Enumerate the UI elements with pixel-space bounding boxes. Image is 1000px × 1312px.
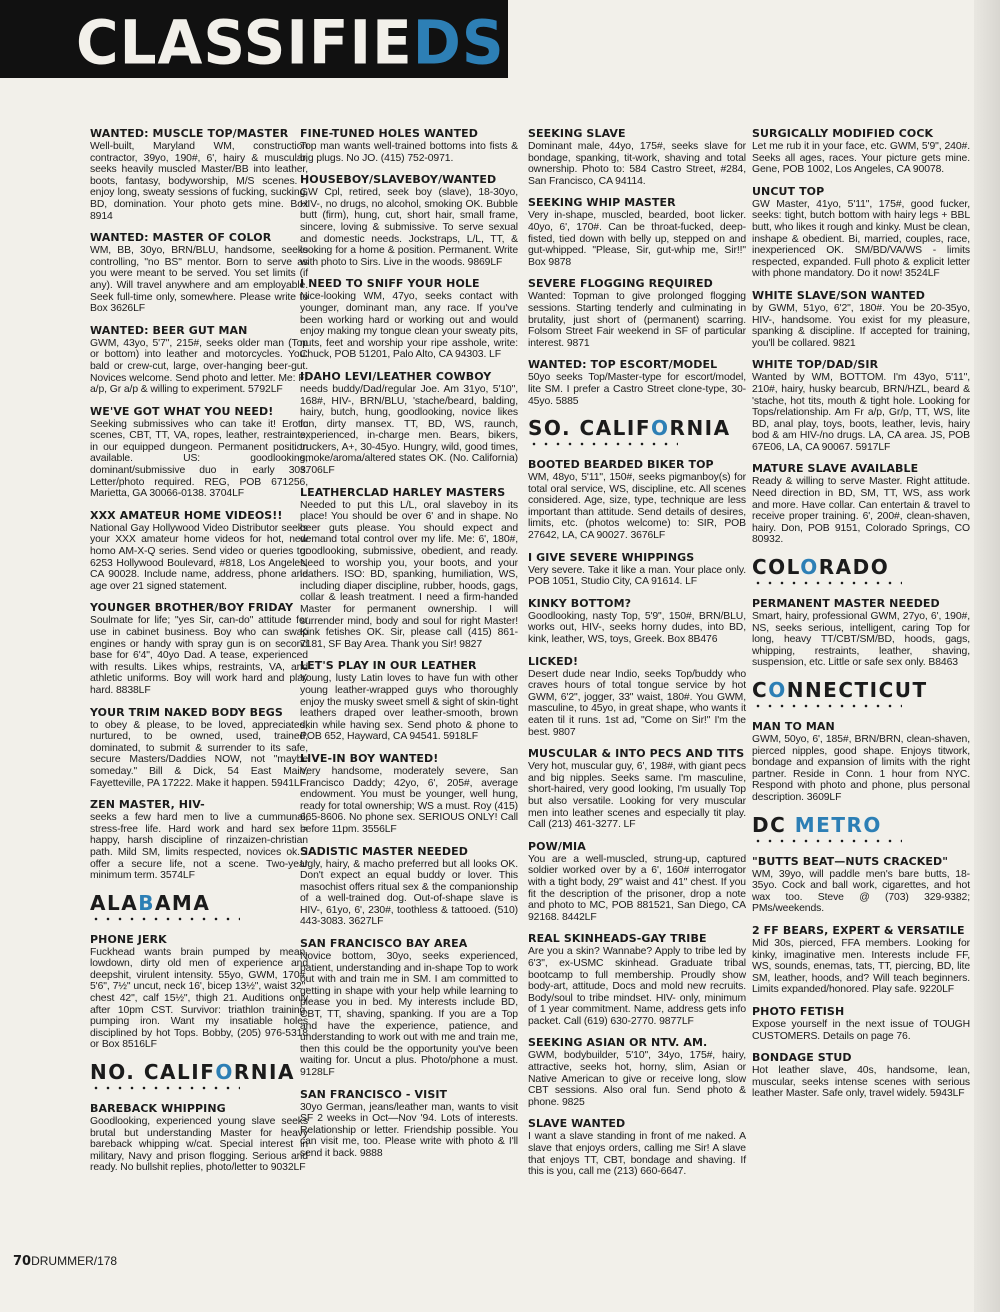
ad-body: Fuckhead wants brain pumped by mean, lowdown, dirty old men of experience and deepshit, virulent intensity. 55yo, GWM, 170#, 5'6", 7½" uncut, neck 16', bicep 13½", waist 32", chest 42", calf 15½", thigh 21. Auditions only after 10pm CST. Survivor: triathlon training, pumping iron. Want my insatiable holes disciplined by hot Tops. Bobby, (205) 976-5318 or Box 8516LF [90,946,308,1051]
ad-headline: LICKED! [528,654,579,668]
classified-ad [528,932,746,1027]
region-title-hl: B [138,890,155,915]
region-title-pre: C [752,678,769,702]
classified-ad [752,127,970,176]
region-dotted-rule [752,581,902,585]
classified-ad [300,937,518,1079]
classified-column-4 [752,127,970,1109]
ad-body: WM, BB, 30yo, BRN/BLU, handsome, seeks controlling, "no BS" mentor. Born to serve as you were meant to be served. You set limits (if any). Will travel anywhere and am employable. Seek full-time only, somewhere. Please write to Box 3626LF [90,245,308,315]
ad-headline: YOUNGER BROTHER/BOY FRIDAY [90,601,294,615]
ad-headline: KINKY BOTTOM? [528,596,632,610]
classified-ad [752,185,970,280]
classified-ad [300,277,518,361]
classified-ad [752,597,970,669]
classified-ad [752,1051,970,1100]
ad-headline: SEVERE FLOGGING REQUIRED [528,277,713,291]
classified-ad [528,196,746,268]
ad-headline: REAL SKINHEADS-GAY TRIBE [528,932,707,946]
ad-headline: WANTED: BEER GUT MAN [90,323,248,337]
ad-body: National Gay Hollywood Video Distributor seeks your XXX amateur home videos for hot, new homo AM-X-Q series. Send video or queries to: 6253 Hollywood Boulevard, #818, Los Angeles, CA 90028. Include name, address, phone and age over 21 signed statement. [90,522,308,592]
classified-ad [528,597,746,646]
ad-headline: 2 FF BEARS, EXPERT & VERSATILE [752,923,965,937]
ad-headline: WHITE TOP/DAD/SIR [752,358,879,372]
ad-body: Nice-looking WM, 47yo, seeks contact with younger, dominant man, any race. If you've been working hard or working out and would enjoy making my tongue clean your sweaty pits, nuts, feet and worship your ripe asshole, write: Chuck, POB 51201, Palo Alto, CA 94303. LF [300,291,518,361]
ad-body: GW Master, 41yo, 5'11", 175#, good fucker, seeks: tight, butch bottom with hairy legs + BBL butt, who likes it rough and kinky. Must be clean, inshape & obedient. Bi, married, couples, race, inexperienced OK. SM/BD/VA/WS - limits respected, expanded. Full photo & explicit letter with phone mandatory. Do it now! 3524LF [752,198,970,280]
ad-body: GW Cpl, retired, seek boy (slave), 18-30yo, HIV-, no drugs, no alcohol, smoking OK. Bubble butt (firm), hung, cut, short hair, small frame, sincere, loving & submissive. To serve sexual and domestic needs. Jockstraps, L/L, TT, & looking for a home & position. Permanent. Write with photo to Sirs. Live in the woods. 9869LF [300,187,518,268]
region-title-post: AMA [154,890,211,915]
ad-body: GWM, 43yo, 5'7", 215#, seeks older man (Top or bottom) into leather and motorcycles. You: bald or crew-cut, large, over-hanging beer-gut. Novices welcome. Send photo and letter. Me: Fr a/p, Gr a/p & willing to experiment. 5792LF [90,337,308,396]
ad-body: Wanted: Topman to give prolonged flogging sessions. Starting tenderly and culminating in brutality, just short of (permanent) scarring. Folsom Street Fair weekend in SF of particular interest. 9871 [528,291,746,349]
classified-ad [752,924,970,996]
ad-body: Ready & willing to serve Master. Right attitude. Need direction in BD, SM, TT, WS, ass work and more. Have collar. Can entertain & travel to receive proper training. 6', 200#, clean-shaven, hairy. Don, POB 9151, Colorado Springs, CO 80932. [752,476,970,546]
region-title-hl: O [768,678,787,702]
ad-headline: BONDAGE STUD [752,1051,852,1065]
region-title-pre: ALA [90,890,139,915]
classified-column-2 [300,127,518,1169]
ad-body: Very handsome, moderately severe, San Francisco Daddy; 42yo, 6', 205#, average endowment. You must be younger, well hung, ready for total ownership; WS a must. Roy (415) 665-8606. No phone sex. SERIOUS ONLY! Call before 11pm. 3556LF [300,765,518,835]
page-edge-shadow [974,0,1000,1312]
ad-headline: MAN TO MAN [752,720,835,733]
classified-column-1 [90,127,308,1183]
classified-ad [528,358,746,407]
region-title-pre: DC [752,812,795,837]
region-title-pre: SO. CALIF [528,416,652,441]
ad-headline: WANTED: TOP ESCORT/MODEL [528,358,718,372]
classified-ad [90,231,308,315]
classified-column-3 [528,127,746,1187]
region-title [752,556,970,578]
masthead-title [76,6,505,79]
publication-issue: DRUMMER/178 [31,1254,118,1268]
classified-ad [300,752,518,836]
ad-body: Ugly, hairy, & macho preferred but all looks OK. Don't expect an equal buddy or lover. This masochist offers ritual sex & the companionship of a well-trained dog. Out-of-shape slave is HIV-, 61yo, 6', 230#, toothless & tattooed. (510) 443-3083. 3627LF [300,858,518,928]
ad-headline: UNCUT TOP [752,184,825,198]
classified-ad [300,845,518,929]
classified-ad [90,509,308,593]
ad-body: Seeking submissives who can take it! Erotic scenes, CBT, TT, VA, ropes, leather, restraints, in our equipped dungeon. Permanent position available. US: goodlooking, dominant/submissive duo in early 30s. Letter/photo required. REG, POB 671256, Marietta, GA 30066-0138. 3704LF [90,418,308,500]
classified-ad [90,933,308,1051]
classified-ad [528,840,746,924]
classified-ad [90,1102,308,1174]
ad-body: WM, 39yo, will paddle men's bare butts, 18-35yo. Cock and ball work, cigarettes, and hot wax too. Steve @ (703) 329-9382; PMs/weekends. [752,868,970,915]
classified-ad [752,1005,970,1042]
ad-body: seeks a few hard men to live a cummunal, stress-free life. Hard work and hard sex = happy, harsh discipline of rinzaizen-christian path. Mild SM, limits respected, novices ok. I offer a secure life, not a scene. Two-year minimum term. 3574LF [90,812,308,882]
ad-body: Very hot, muscular guy, 6', 198#, with giant pecs and big nipples. Seeks same. I'm masculine, short-haired, very good looking, I'm usually Top but also versatile. Looking for very muscular men into leather scenes and especially tit play. Call (213) 461-3277. LF [528,761,746,831]
ad-headline: FINE-TUNED HOLES WANTED [300,127,479,140]
classified-ad [528,277,746,349]
region-title-hl: O [215,1060,234,1085]
ad-headline: SURGICALLY MODIFIED COCK [752,127,934,140]
ad-headline: PERMANENT MASTER NEEDED [752,597,940,611]
ad-body: Hot leather slave, 40s, handsome, lean, muscular, seeks intense scenes with serious leather Master. Safe only, travel widely. 5943LF [752,1065,970,1100]
classified-ad [752,462,970,546]
region-dotted-rule [752,839,902,843]
ad-headline: "BUTTS BEAT—NUTS CRACKED" [752,854,949,868]
ad-body: Wanted by WM, BOTTOM. I'm 43yo, 5'11", 210#, hairy, husky bearcub, BRN/HZL, beard & 'stache, hot tits, mouth & tight hole. Looking for Tops/relationship. Am Fr a/p, Gr/p, TT, WS, lite BD, anal play, toys, boots, leather, levis, hairy bod & am HIV-/no drugs. LA, CA area. JS, POB 67E06, LA, CA 90067. 5917LF [752,372,970,453]
region-heading [528,417,746,446]
page-number: 70 [13,1254,32,1269]
ad-body: Needed to put this L/L, oral slaveboy in its place! You should be over 6' and in shape. No beer guts please. You should expect and demand total control over my life. Me: 6', 180#, goodlooking, submissive, obedient, and ready. Need to worship you, your boots, and your leathers. ISO: BD, spanking, humiliation, WS, including diaper discipline, rubber, hoods, gags, collar & leash treatment. I need a firm-handed Master for permanent ownership. I will surrender mind, body and soul for right Master! Kink fetishes OK. Sir, please call (415) 861-7181, SF Bay Area. Thank you Sir! 9827 [300,499,518,650]
ad-body: Very severe. Take it like a man. Your place only. POB 1051, Studio City, CA 91614. LF [528,564,746,588]
classified-ad [752,289,970,349]
classified-ad [752,358,970,453]
ad-headline: PHOTO FETISH [752,1004,845,1018]
ad-headline: YOUR TRIM NAKED BODY BEGS [90,705,283,719]
ad-headline: MUSCULAR & INTO PECS AND TITS [528,747,745,761]
ad-headline: MATURE SLAVE AVAILABLE [752,462,919,476]
classified-ad [90,405,308,500]
ad-body: Goodlooking, experienced young slave seeks brutal but understanding Master for heavy bareback whipping w/cat. Special interest in military, Navy and prison flogging. Serious and ready. No bullshit replies, photo/letter to 9032LF [90,1116,308,1174]
region-title-hl: METRO [794,812,882,837]
ad-headline: SADISTIC MASTER NEEDED [300,844,468,858]
ad-headline: LIVE-IN BOY WANTED! [300,751,439,765]
region-title-post: RADO [818,555,890,580]
ad-headline: BOOTED BEARDED BIKER TOP [528,458,714,472]
ad-body: Let me rub it in your face, etc. GWM, 5'9", 240#. Seeks all ages, races. Your picture gets mine. Gene, POB 1002, Los Angeles, CA 90078. [752,141,970,176]
region-heading [752,814,970,843]
ad-headline: BAREBACK WHIPPING [90,1102,226,1116]
ad-headline: WE'VE GOT WHAT YOU NEED! [90,404,274,418]
ad-body: Well-built, Maryland WM, construction contractor, 39yo, 190#, 6', hairy & muscular, seeks heavily muscled Master/BB into leather, boots, fantasy, bodyworship, M/S scenes. I enjoy long, sweaty sessions of fucking, sucking, BD, domination. Your photo gets mine. Box 8914 [90,141,308,222]
ad-headline: SAN FRANCISCO BAY AREA [300,937,468,951]
ad-headline: SLAVE WANTED [528,1117,626,1131]
ad-headline: WHITE SLAVE/SON WANTED [752,288,926,302]
ad-body: Goodlooking, nasty Top, 5'9", 150#, BRN/BLU, works out, HIV-, seeks horny dudes, into BD, kink, leather, WS, toys, Greek. Box 8B476 [528,610,746,646]
ad-headline: XXX AMATEUR HOME VIDEOS!! [90,508,283,522]
masthead-banner [0,0,508,78]
region-title-post: NNECTICUT [786,678,928,702]
ad-headline: I NEED TO SNIFF YOUR HOLE [300,277,480,291]
classified-ad [90,324,308,396]
classified-ad [528,1117,746,1177]
ad-body: WM, 48yo, 5'11", 150#, seeks pigmanboy(s) for total oral service, WS, discipline, etc. All scenes considered. Age, size, type, technique are less important than attitude. Send details of desires, limits, etc. (photos welcome) to: SIR, POB 27642, LA, CA 90027. 3676LF [528,472,746,542]
ad-body: Soulmate for life; "yes Sir, can-do" attitude for use in cabinet business. Boy who can swap engines or handy with spray gun is on second base for 6'4", 40yo Dad. A tease, experienced with results. Likes whips, restraints, VA, and athletic uniforms. Boy will work hard and play hard. 8838LF [90,615,308,696]
classified-ad [300,659,518,743]
region-title [90,892,308,914]
region-heading [752,556,970,585]
ad-body: Novice bottom, 30yo, seeks experienced, patient, understanding and in-shape Top to work out with and train me in SM. I am committed to getting in shape with your help while learning to please you in bed. My interests include BD, CBT, TT, shaving, spanking. If you are a Top and have the experience, patience, and understanding to work out with me and train me, then this could be the opportunity you've been waiting for. Uncut a plus. Photo/phone a must. 9128LF [300,951,518,1078]
classified-ad [752,855,970,915]
region-title [752,679,970,701]
classified-ad [300,1088,518,1160]
classified-ad [300,127,518,164]
region-title-pre: COL [752,555,801,580]
ad-body: Smart, hairy, professional GWM, 27yo, 6', 190#, NS, seeks serious, intelligent, caring Top for long, heavy TT/CBT/SM/BD, hoods, gags, whipping, restraints, leather, shaving, suspension, etc. Little or safe sex only. B8463 [752,611,970,669]
ad-headline: WANTED: MUSCLE TOP/MASTER [90,127,289,140]
ad-body: 50yo seeks Top/Master-type for escort/model, lite SM. I prefer a Castro Street clone-type, 30-45yo. 5885 [528,372,746,407]
classified-ad [528,458,746,542]
ad-headline: SAN FRANCISCO - VISIT [300,1087,448,1101]
ad-body: needs buddy/Dad/regular Joe. Am 31yo, 5'10", 168#, HIV-, BRN/BLU, 'stache/beard, balding, hairy, butch, hung, goodlooking, novice likes fun, dirty mansex. TT, BD, WS, raunch, experienced, in-charge men. Bears, bikers, truckers, A+, 30-45yo. Hungry, wild, good times, smoke/aroma/altered states OK. (No. California) 3706LF [300,383,518,477]
region-title-post: RNIA [669,416,731,441]
classified-ad [90,706,308,790]
ad-headline: LET'S PLAY IN OUR LEATHER [300,659,477,673]
classified-ad [90,127,308,222]
region-dotted-rule [90,917,240,921]
region-heading [90,892,308,921]
ad-headline: PHONE JERK [90,932,167,946]
ad-headline: I GIVE SEVERE WHIPPINGS [528,550,695,564]
ad-headline: SEEKING ASIAN OR NTV. AM. [528,1036,708,1050]
ad-body: GWM, 50yo, 6', 185#, BRN/BRN, clean-shaven, pierced nipples, good shape. Enjoys titwork, bondage and expansion of limits with the right partner. Reside in Conn. 1 hour from NYC. Respond with photo and phone, plus personal description. 3609LF [752,734,970,803]
classified-ad [90,601,308,696]
region-dotted-rule [752,704,902,708]
ad-headline: IDAHO LEVI/LEATHER COWBOY [300,369,492,383]
classified-ad [528,1036,746,1108]
region-title-hl: O [651,416,670,441]
classified-ad [300,486,518,651]
region-title-pre: NO. CALIF [90,1060,216,1085]
ad-body: Dominant male, 44yo, 175#, seeks slave for bondage, spanking, tit-work, shaving and total ownership. Photo to: 584 Castro Street, #284, San Francisco, CA 94114. [528,141,746,187]
classified-ad [90,798,308,882]
classified-ad [300,173,518,268]
ad-headline: LEATHERCLAD HARLEY MASTERS [300,485,506,499]
ad-body: Expose yourself in the next issue of TOUGH CUSTOMERS. Details on page 76. [752,1018,970,1042]
ad-headline: POW/MIA [528,839,586,853]
ad-body: Desert dude near Indio, seeks Top/buddy who craves hours of total tongue service by hot GWM, 6'2", jogger, 33" waist, 180#. You GWM, masculine, to 45yo, in great shape, who wants it eaten til it runs. 1st ad, "Come on Sir!" I'm the best. 9807 [528,668,746,738]
ad-body: You are a well-muscled, strung-up, captured soldier worked over by a 6', 160# interrogator with a tight body, 29" waist and 41" chest. If you fit the description of the prisoner, drop a note and photo to MC, POB 881521, San Diego, CA 92168. 8442LF [528,853,746,923]
ad-headline: SEEKING SLAVE [528,127,626,140]
ad-body: Top man wants well-trained bottoms into fists & big plugs. No JO. (415) 752-0971. [300,141,518,164]
classified-ad [300,370,518,477]
ad-body: Very in-shape, muscled, bearded, boot licker. 40yo, 6', 170#. Can be throat-fucked, deep-fisted, tied down with belly up, stepped on and gut-whipped. "Please, Sir, gut-whip me, Sir!!" Box 9878 [528,210,746,268]
ad-headline: ZEN MASTER, HIV- [90,798,205,812]
ad-body: to obey & please, to be loved, appreciated, nurtured, to be owned, used, trained, dominated, to submit & surrender to its safe, secure Masters/Daddies NOW, not "maybe someday." Bill & Dick, 54 East Main, Fayetteville, PA 17222. Make it happen. 5941LF [90,719,308,789]
classified-ad [528,127,746,187]
ad-headline: WANTED: MASTER OF COLOR [90,231,272,245]
region-heading [90,1061,308,1090]
masthead-title-accent: DS [412,6,505,79]
ad-body: Are you a skin? Wannabe? Apply to tribe led by 6'3", ex-USMC skinhead. Graduate tribal bootcamp to full membership. Proudly show body-art, attitude, Docs and mold new recruits. Body/soul to tribe mindset. HIV- only, minimum of 1 year commitment. Name, address gets info packet. Call (619) 630-2770. 9877LF [528,946,746,1027]
region-title [752,814,970,836]
ad-body: by GWM, 51yo, 6'2", 180#. You be 20-35yo, HIV-, handsome. You exist for my pleasure, spanking & discipline. If accepted for training, you'll be collared. 9821 [752,302,970,349]
ad-headline: SEEKING WHIP MASTER [528,196,676,210]
ad-body: I want a slave standing in front of me naked. A slave that enjoys orders, calling me Sir! A slave that enjoys TT, CBT, bondage and shaving. If this is you, call me (213) 660-6647. [528,1131,746,1178]
page-footer [13,1254,117,1269]
classified-ad [528,655,746,739]
region-dotted-rule [90,1086,240,1090]
region-dotted-rule [528,442,678,446]
ad-body: Mid 30s, pierced, FFA members. Looking for kinky, imaginative men. Interests include FF, WS, sounds, enemas, tats, TT, piercing, BD, lite SM, leather, hoods, and? Will teach beginners. Limits expanded/honored. Play safe. 9220LF [752,937,970,996]
ad-body: GWM, bodybuilder, 5'10", 34yo, 175#, hairy, attractive, seeks hot, horny, slim, Asian or Native American to give or receive long, slow CBT sessions. Also oral fun. Send photo & phone. 9825 [528,1050,746,1108]
ad-body: 30yo German, jeans/leather man, wants to visit SF 2 weeks in Oct—Nov '94. Lots of interests. Relationship or letter. Friendship possible. You can visit me, too. Please write with photo & I'll send it back. 9888 [300,1101,518,1159]
region-title-post: RNIA [233,1060,295,1085]
ad-body: Young, lusty Latin loves to have fun with other young leather-wrapped guys who thoroughly enjoy the musky sweet smell & sight of skin-tight leathers draped over leather-smooth, brown skin while having sex. Send photo & phone to POB 652, Hayward, CA 94541. 5918LF [300,673,519,743]
classified-ad [528,551,746,588]
region-title-hl: O [800,555,819,580]
ad-headline: HOUSEBOY/SLAVEBOY/WANTED [300,173,497,187]
region-title [528,417,746,439]
classified-ad [752,720,970,804]
classified-ad [528,747,746,831]
region-title [90,1061,308,1083]
masthead-title-main: CLASSIFIE [76,6,413,79]
region-heading [752,679,970,708]
